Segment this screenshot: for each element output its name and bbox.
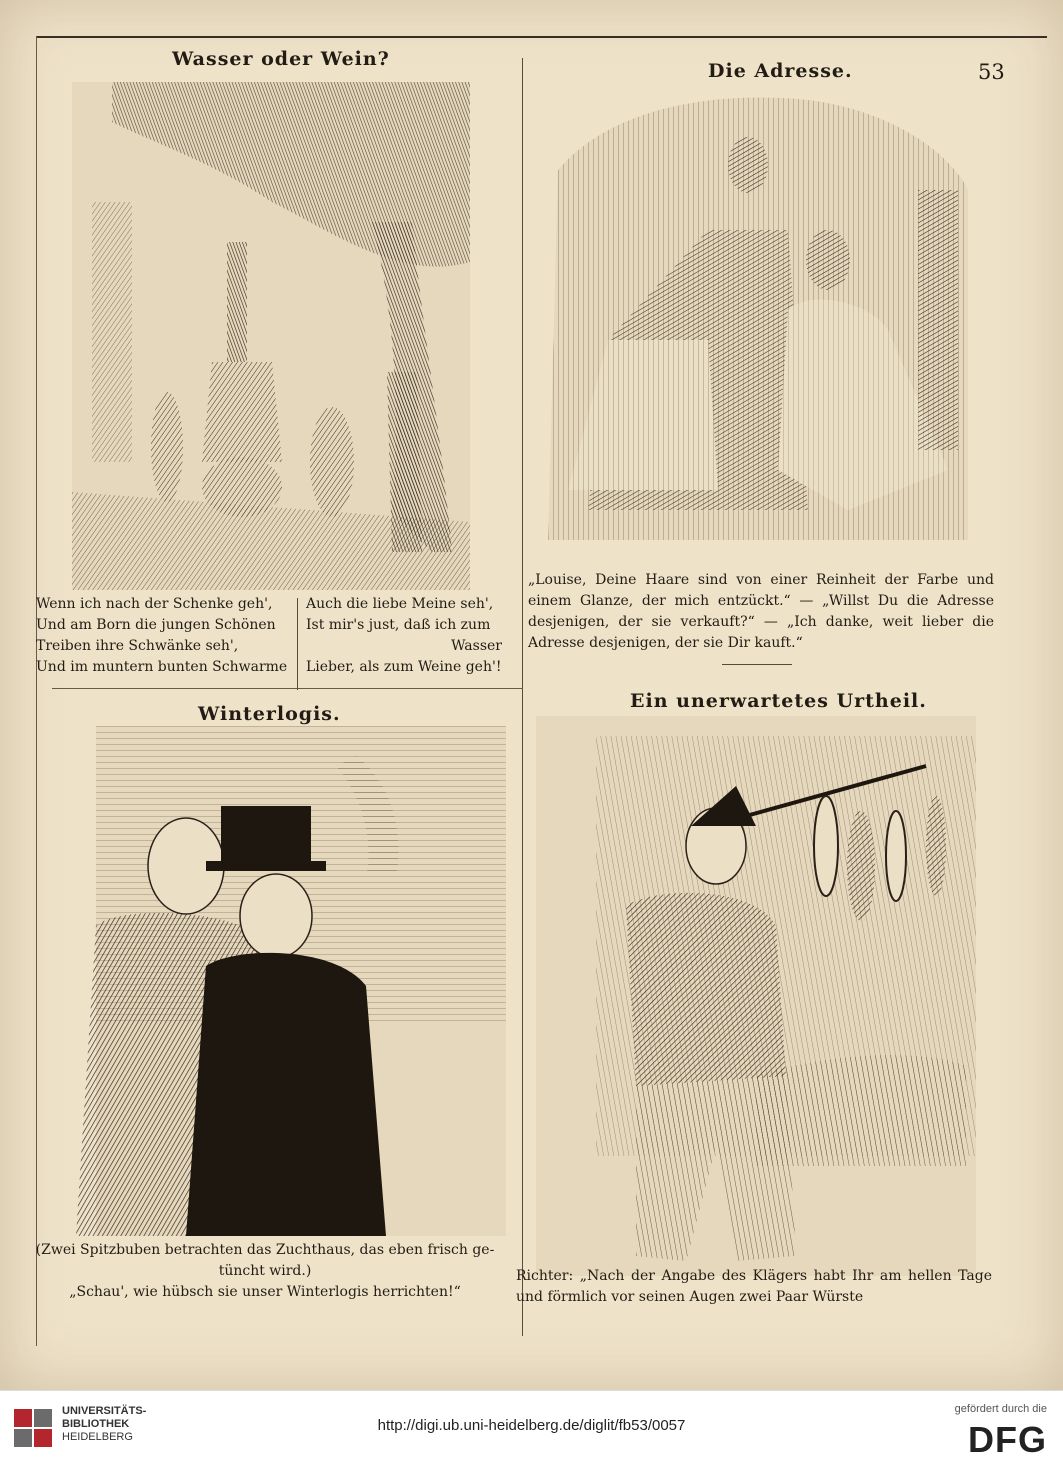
verse-line: Wenn ich nach der Schenke geh', <box>36 596 273 612</box>
caption-separator <box>722 664 792 665</box>
title-ein-unerwartetes-urtheil: Ein unerwartetes Urtheil. <box>630 690 927 712</box>
funding-note: gefördert durch die <box>954 1403 1047 1415</box>
caption-line: „Schau', wie hübsch sie unser Winterlogis herrichten!“ <box>69 1284 461 1300</box>
title-die-adresse: Die Adresse. <box>708 60 853 82</box>
verse-divider <box>297 598 298 690</box>
caption-winterlogis <box>20 1240 510 1303</box>
dfg-logo[interactable]: DFG <box>968 1419 1047 1460</box>
title-winterlogis: Winterlogis. <box>198 703 341 725</box>
verse-line: Wasser <box>451 638 502 654</box>
verse-line: Ist mir's just, daß ich zum <box>306 617 491 633</box>
caption-adresse: „Louise, Deine Haare sind von einer Reinheit der Farbe und einem Glanze, der mich entzückt.“ — „Willst Du die Adresse desjenigen, der sie verkauft?“ — „Ich danke, weit lieber die Adresse desjenigen, der sie Dir kauft.“ <box>528 572 994 651</box>
title-wasser-oder-wein: Wasser oder Wein? <box>172 48 390 70</box>
column-divider <box>522 58 523 1336</box>
illustration-sausage-shop <box>536 716 976 1276</box>
verse-right-column <box>306 594 502 678</box>
verse-line: Treiben ihre Schwänke seh', <box>36 638 239 654</box>
verse-line: Auch die liebe Meine seh', <box>306 596 494 612</box>
verse-line: Und im muntern bunten Schwarme <box>36 659 288 675</box>
library-name-line: HEIDELBERG <box>62 1431 133 1443</box>
illustration-fountain-scene <box>72 82 470 590</box>
illustration-two-women <box>548 90 968 540</box>
page-number: 53 <box>978 60 1005 84</box>
library-name-line: UNIVERSITÄTS- <box>62 1405 147 1417</box>
caption-line: (Zwei Spitzbuben betrachten das Zuchthaus, das eben frisch ge-tüncht wird.) <box>35 1242 495 1279</box>
top-rule <box>36 36 1047 38</box>
verse-line: Lieber, als zum Weine geh'! <box>306 659 502 675</box>
viewer-footer <box>0 1390 1063 1464</box>
illustration-two-rogues <box>36 726 506 1236</box>
caption-urtheil: Richter: „Nach der Angabe des Klägers habt Ihr am hellen Tage und förmlich vor seinen Augen zwei Paar Würste <box>516 1268 992 1305</box>
section-divider <box>52 688 523 689</box>
page-url-link[interactable]: http://digi.ub.uni-heidelberg.de/diglit/fb53/0057 <box>377 1417 686 1434</box>
verse-line: Und am Born die jungen Schönen <box>36 617 276 633</box>
verse-left-column <box>36 594 287 678</box>
library-name-line: BIBLIOTHEK <box>62 1418 130 1430</box>
